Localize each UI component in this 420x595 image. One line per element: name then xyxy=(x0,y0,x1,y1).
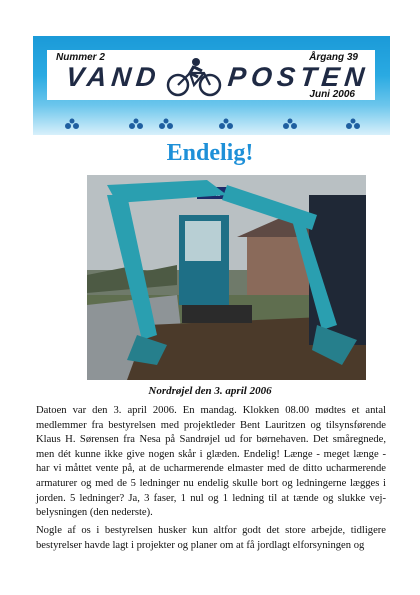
article-photo xyxy=(87,175,366,380)
snowflake-icon xyxy=(65,118,79,130)
photo-caption: Nordrøjel den 3. april 2006 xyxy=(148,385,272,397)
snowflake-icon xyxy=(346,118,360,130)
logo-word-posten: POSTEN xyxy=(226,62,371,92)
excavator-photo-image xyxy=(87,175,366,380)
snowflake-icon xyxy=(159,118,173,130)
article-headline: Endelig! xyxy=(166,140,254,166)
logo-word-vand: VAND xyxy=(64,62,163,92)
volume-year: Årgang 39 xyxy=(309,52,358,63)
article-paragraph: Nogle af os i bestyrelsen husker kun altfor godt det store arbejde, tidligere bestyrelser havde lagt i projekter og planer om at få jordlagt elforsyningen og xyxy=(36,525,386,551)
issue-date: Juni 2006 xyxy=(309,89,355,100)
snowflake-icon xyxy=(283,118,297,130)
issue-number: Nummer 2 xyxy=(56,52,105,63)
snowflake-icon xyxy=(219,118,233,130)
article-paragraph: Datoen var den 3. april 2006. En mandag. Klokken 08.00 mødtes et antal medlemmer fra bestyrelsen med projektleder Bent Lauritzen og tilsynsførende Klaus H. Sørensen fra Nesa på Sandrøjel ud for børnehaven. Det småregnede, men dét kunne ikke give nogen skår i glæden. Endelig! Længe - meget længe - har vi måttet vente på, at de ucharmerende elmaster med de ditto ucharmerende armaturer og med de 5 ledninger nu endelig skulle bort og ledningerne lægges i jorden. 5 ledninger? Ja, 3 faser, 1 nul og 1 ledning til at tænde og slukke vej-belysningen (den nederste). xyxy=(36,405,386,519)
snowflake-icon xyxy=(129,118,143,130)
decoration-row xyxy=(33,114,390,136)
cyclist-icon xyxy=(164,57,224,97)
